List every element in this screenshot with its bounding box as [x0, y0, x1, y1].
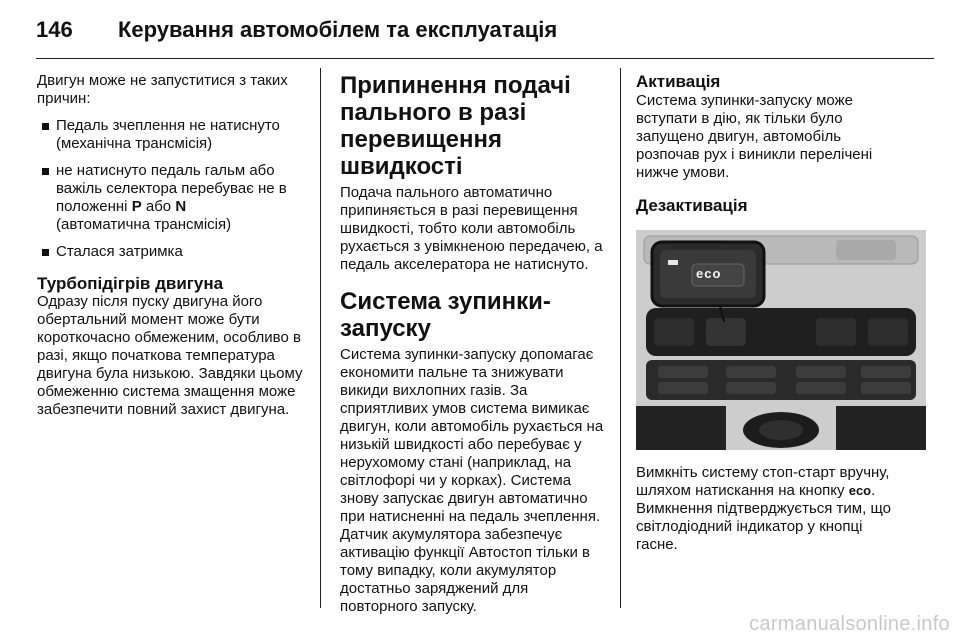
bullet-item	[37, 162, 307, 234]
eco-button-label: eco	[848, 483, 872, 498]
bullet-text: не натиснуто педаль гальм або важіль селектора перебуває не в положенні	[56, 162, 287, 215]
turbo-text: Одразу після пуску двигуна його обертальний момент може бути короткочасно обмеженим, особливо в разі, якщо початкова температура двигуна була низькою. Завдяки цьому обмеженню система змащення може забезпечити повний захист двигуна.	[37, 293, 303, 418]
bullet-marker	[42, 168, 49, 175]
bullet-text: (автоматична трансмісія)	[56, 216, 232, 233]
section-heading-deactivation: Дезактивація	[636, 196, 748, 215]
deactivation-text-part: . Вимкнення підтверджується тим, що світлодіодний індикатор у кнопці гасне.	[636, 482, 891, 553]
gear-p-label: P	[131, 198, 142, 215]
dashboard-illustration	[636, 230, 926, 450]
bullet-text: Педаль зчеплення не натиснуто (механічна трансмісія)	[56, 117, 280, 152]
eco-button-figure	[636, 230, 926, 450]
page-title: Керування автомобілем та експлуатація	[118, 17, 558, 42]
column-middle	[340, 72, 608, 616]
bullet-marker	[42, 249, 49, 256]
watermark: carmanualsonline.info	[749, 613, 950, 635]
fuel-cutoff-text: Подача пального автоматично припиняється в разі перевищення швидкості, тобто коли автомобіль рухається з увімкненою передачею, а педаль акселератора не натиснуто.	[340, 184, 603, 273]
gear-n-label: N	[175, 198, 187, 215]
bullet-text: або	[145, 198, 172, 215]
page-header	[0, 0, 960, 58]
activation-text: Система зупинки-запуску може вступати в дію, як тільки було запущено двигун, автомобіль розпочав рух і виникли перелічені нижче умови.	[636, 92, 873, 181]
header-rule	[36, 58, 934, 59]
page-number: 146	[36, 17, 73, 42]
stop-start-text: Система зупинки-запуску допомагає економити пальне та знижувати викиди вихлопних газів. За сприятливих умов система вимикає двигун, коли автомобіль рухається на низькій швидкості або перебуває у нерухомому стані (наприклад, на світлофорі чи у корках). Система знову запускає двигун автоматично при натисненні на педаль зчеплення.	[340, 346, 604, 525]
column-right	[636, 72, 904, 554]
section-heading-stop-start: Система зупинки-запуску	[340, 288, 551, 342]
section-heading-fuel-cutoff: Припинення подачі пального в разі перевищення швидкості	[340, 72, 571, 180]
bullet-item	[37, 117, 307, 153]
column-divider-2	[620, 68, 621, 608]
section-heading-activation: Активація	[636, 72, 721, 91]
bullet-marker	[42, 123, 49, 130]
column-divider-1	[320, 68, 321, 608]
figure-eco-label: eco	[696, 266, 722, 281]
bullet-text: Сталася затримка	[56, 243, 183, 260]
bullet-item	[37, 243, 307, 261]
intro-text: Двигун може не запуститися з таких причин:	[37, 72, 288, 107]
deactivation-text-part: Вимкніть систему стоп-старт вручну, шляхом натискання на кнопку	[636, 464, 890, 499]
column-left	[37, 72, 307, 419]
deactivation-text	[636, 464, 904, 554]
stop-start-text-2: Датчик акумулятора забезпечує активацію функції Автостоп тільки в тому випадку, коли акумулятор достатньо заряджений для повторного запуску.	[340, 526, 590, 615]
section-heading-turbo: Турбопідігрів двигуна	[37, 274, 224, 293]
